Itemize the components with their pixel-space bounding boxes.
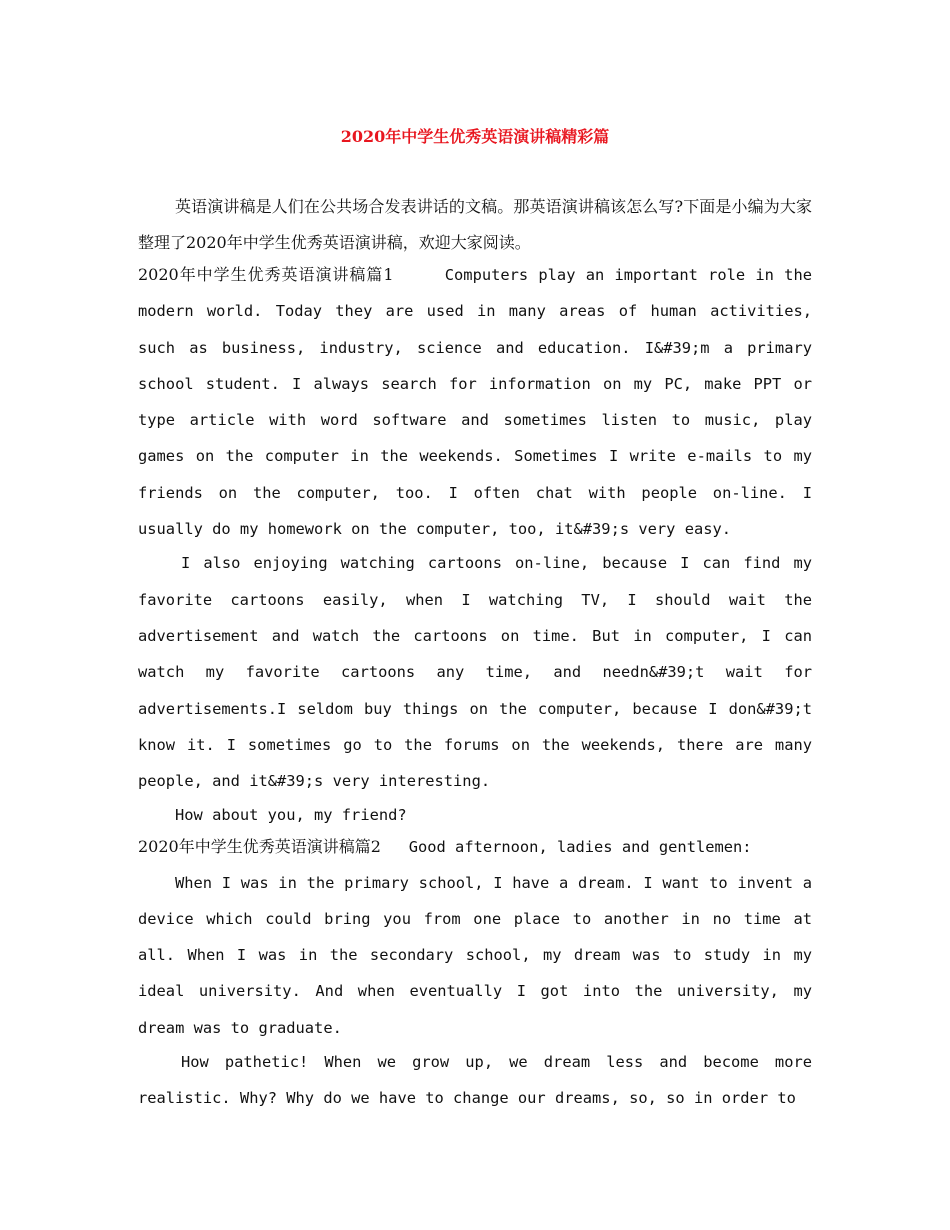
- intro-paragraph: 英语演讲稿是人们在公共场合发表讲话的文稿。那英语演讲稿该怎么写?下面是小编为大家整理了2020年中学生优秀英语演讲稿，欢迎大家阅读。: [138, 197, 812, 252]
- section-1-text-1: Computers play an important role in the modern world. Today they are used in many areas of human activities, such as business, industry, science and education. I&#39;m a primary school student. I always search for information on my PC, make PPT or type article with word software and sometimes listen to music, play games on the computer in the weekends. Sometimes I write e-mails to my friends on the computer, too. I often chat with people on-line. I usually do my homework on the computer, too, it&#39;s very easy.: [138, 266, 812, 539]
- section-1-paragraph-3: How about you, my friend?: [175, 806, 407, 825]
- document-body: [138, 189, 812, 261]
- section-2-heading-line: [138, 830, 812, 865]
- section-1-paragraph-1: [138, 257, 812, 547]
- section-1-heading: 2020年中学生优秀英语演讲稿篇1: [138, 265, 394, 284]
- page-title: 2020年中学生优秀英语演讲稿精彩篇: [340, 127, 610, 146]
- section-2-greeting: Good afternoon, ladies and gentlemen:: [408, 838, 752, 856]
- section-2-paragraph-2: How pathetic! When we grow up, we dream less and become more realistic. Why? Why do we have to change our dreams, so, so in order to: [138, 1052, 812, 1108]
- section-2-paragraph-1: When I was in the primary school, I have a dream. I want to invent a device which could bring you from one place to another in no time at all. When I was in the secondary school, my dream was to study in my ideal university. And when eventually I got into the university, my dream was to graduate.: [138, 873, 812, 1037]
- section-1: [138, 257, 812, 833]
- section-1-paragraph-2: I also enjoying watching cartoons on-line, because I can find my favorite cartoons easily, when I watching TV, I should wait the advertisement and watch the cartoons on time. But in computer, I can watch my favorite cartoons any time, and needn&#39;t wait for advertisements.I seldom buy things on the computer, because I don&#39;t know it. I sometimes go to the forums on the weekends, there are many people, and it&#39;s very interesting.: [138, 554, 812, 791]
- section-2: [138, 830, 812, 1117]
- section-2-heading: 2020年中学生优秀英语演讲稿篇2: [138, 837, 381, 856]
